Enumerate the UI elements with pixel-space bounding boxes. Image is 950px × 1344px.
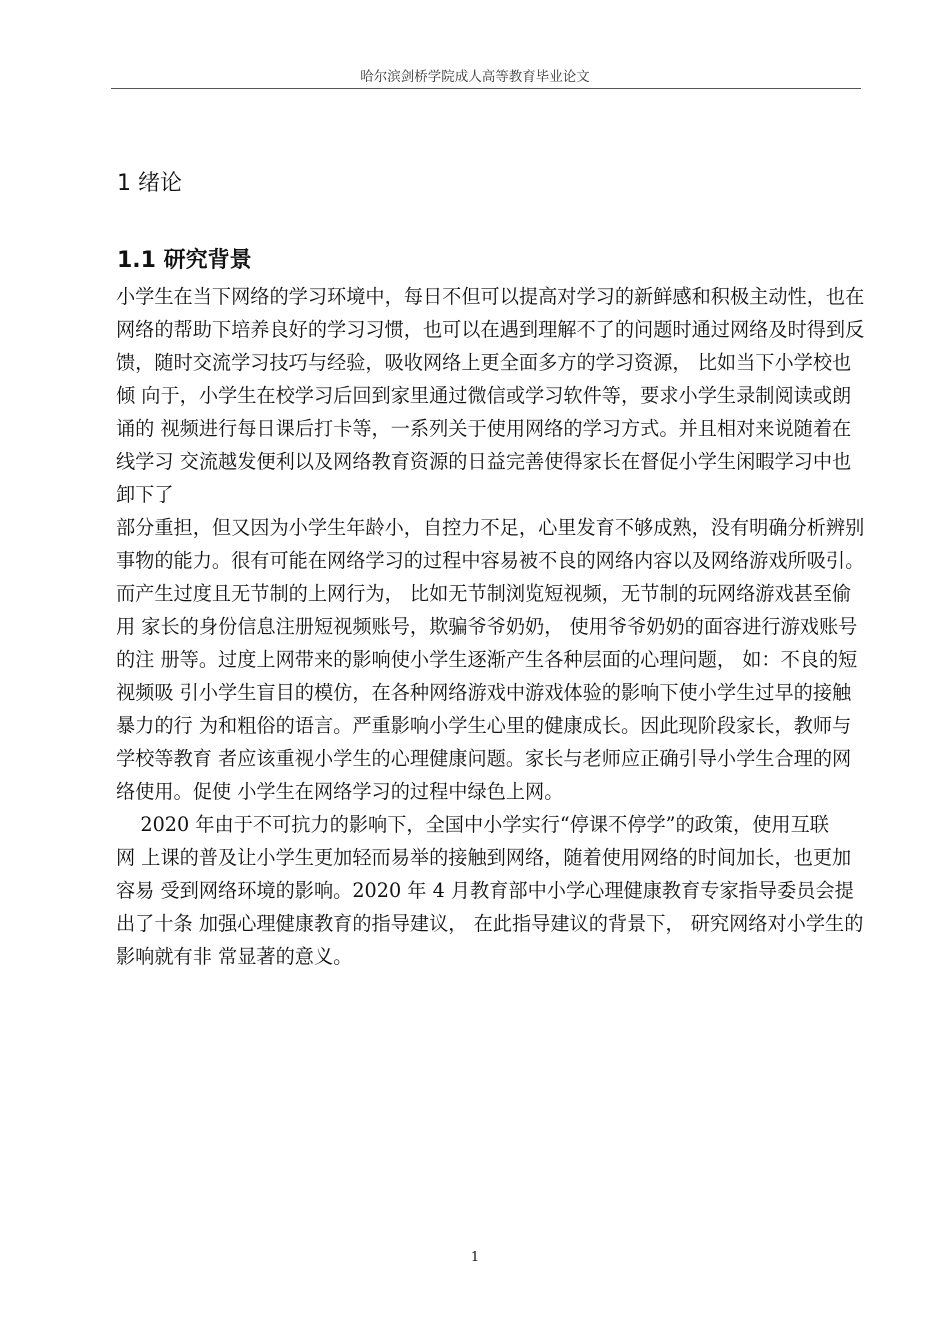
text-line: 学校等教育 者应该重视小学生的心理健康问题。家长与老师应正确引导小学生合理的网 (116, 747, 852, 770)
text-line: 部分重担，但又因为小学生年龄小，自控力不足，心里发育不够成熟，没有明确分析辨别 (116, 516, 865, 539)
chapter-title: 1 绪论 (117, 171, 182, 196)
text-line: 用 家长的身份信息注册短视频账号，欺骗爷爷奶奶， 使用爷爷奶奶的面容进行游戏账号 (116, 615, 858, 638)
text-line: 的注 册等。过度上网带来的影响使小学生逐渐产生各种层面的心理问题， 如：不良的短 (116, 648, 858, 671)
text-line: 2020 年由于不可抗力的影响下，全国中小学实行“停课不停学”的政策，使用互联 (116, 813, 829, 836)
text-line: 网络的帮助下培养良好的学习习惯，也可以在遇到理解不了的问题时通过网络及时得到反 (116, 318, 865, 341)
section-title: 1.1 研究背景 (117, 248, 252, 273)
text-line: 暴力的行 为和粗俗的语言。严重影响小学生心里的健康成长。因此现阶段家长，教师与 (116, 714, 852, 737)
text-line: 络使用。促使 小学生在网络学习的过程中绿色上网。 (116, 780, 564, 803)
body-text (116, 280, 865, 973)
text-line: 出了十条 加强心理健康教育的指导建议， 在此指导建议的背景下， 研究网络对小学生的 (116, 912, 864, 935)
text-line: 影响就有非 常显著的意义。 (116, 945, 353, 968)
text-line: 事物的能力。很有可能在网络学习的过程中容易被不良的网络内容以及网络游戏所吸引。 (116, 549, 865, 572)
text-line: 小学生在当下网络的学习环境中，每日不但可以提高对学习的新鲜感和积极主动性，也在 (116, 285, 865, 308)
page-number: 1 (470, 1250, 480, 1265)
running-header: 哈尔滨剑桥学院成人高等教育毕业论文 (360, 69, 590, 85)
text-line: 视频吸 引小学生盲目的模仿，在各种网络游戏中游戏体验的影响下使小学生过早的接触 (116, 681, 852, 704)
text-line: 容易 受到网络环境的影响。2020 年 4 月教育部中小学心理健康教育专家指导委员会提 (116, 879, 854, 902)
text-line: 卸下了 (116, 483, 174, 506)
text-line: 线学习 交流越发便利以及网络教育资源的日益完善使得家长在督促小学生闲暇学习中也 (116, 450, 852, 473)
text-line: 馈，随时交流学习技巧与经验，吸收网络上更全面多方的学习资源， 比如当下小学校也 (116, 351, 852, 374)
text-line: 倾 向于，小学生在校学习后回到家里通过微信或学习软件等，要求小学生录制阅读或朗 (116, 384, 852, 407)
text-line: 网 上课的普及让小学生更加轻而易举的接触到网络，随着使用网络的时间加长，也更加 (116, 846, 852, 869)
text-line: 诵的 视频进行每日课后打卡等，一系列关于使用网络的学习方式。并且相对来说随着在 (116, 417, 852, 440)
text-line: 而产生过度且无节制的上网行为， 比如无节制浏览短视频，无节制的玩网络游戏甚至偷 (116, 582, 852, 605)
header-rule (111, 88, 861, 89)
